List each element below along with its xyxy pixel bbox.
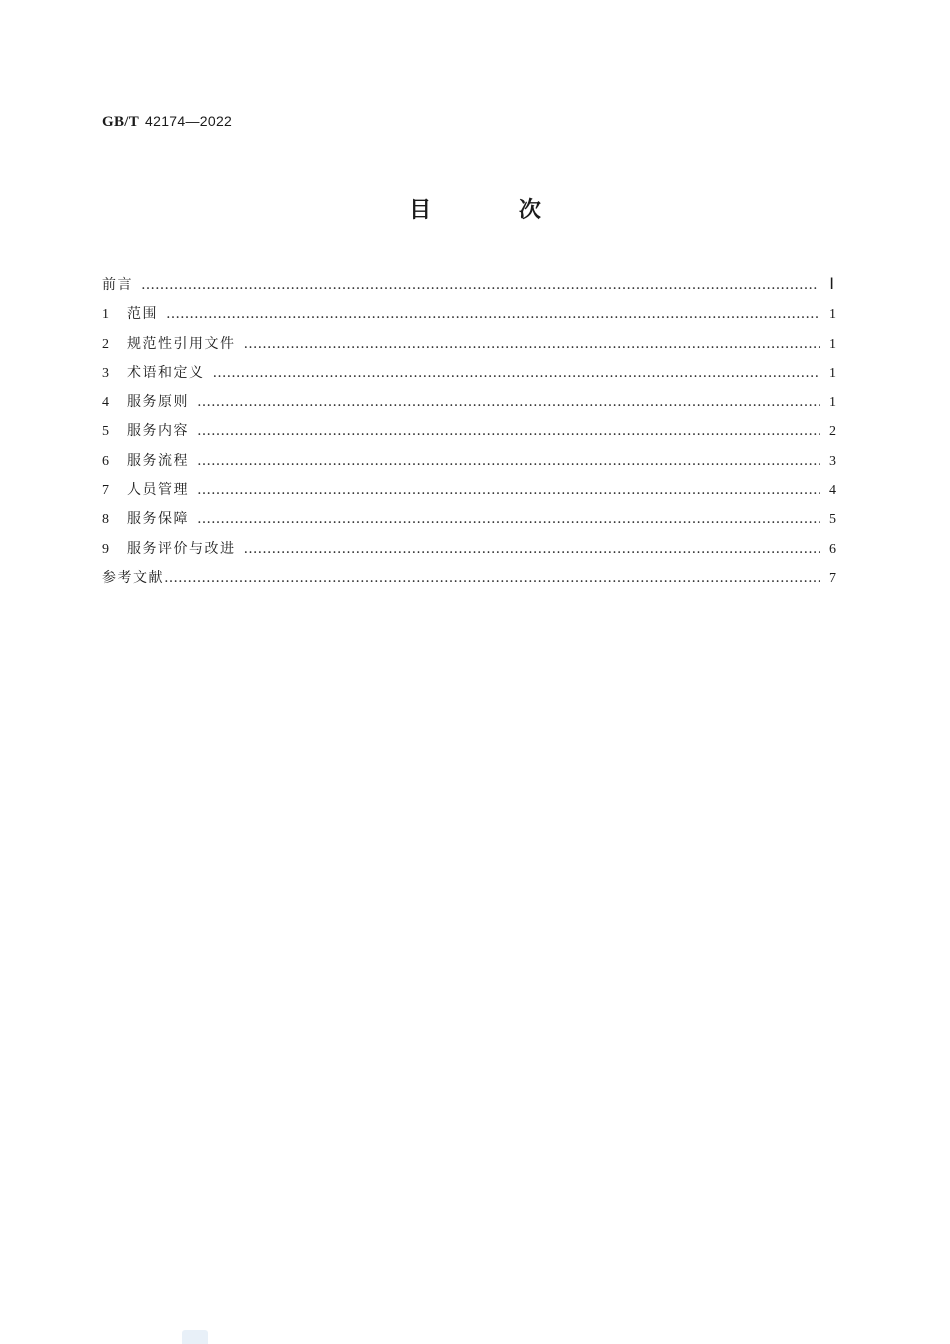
toc-entry-label: 服务流程 [127, 452, 189, 469]
toc-entry-number: 3 [102, 365, 109, 381]
toc-entry-number: 8 [102, 512, 109, 528]
toc-entry-number: 2 [102, 336, 109, 352]
toc-entry-label: 服务评价与改进 [127, 540, 236, 557]
toc-entry-page: 2 [829, 424, 836, 440]
toc-entry-process[interactable] [102, 450, 836, 479]
toc-entry-number: 9 [102, 541, 109, 557]
toc-entry-evaluation[interactable] [102, 538, 836, 567]
toc-entry-label: 服务内容 [127, 423, 189, 440]
toc-entry-label: 规范性引用文件 [127, 335, 236, 352]
toc-entry-terms[interactable] [102, 362, 836, 391]
toc-entry-foreword[interactable] [102, 274, 836, 303]
toc-entry-label: 服务保障 [127, 511, 189, 528]
table-of-contents [102, 274, 836, 596]
toc-entry-bibliography[interactable] [102, 567, 836, 596]
toc-leader-dots [164, 570, 820, 586]
toc-entry-page: 7 [829, 570, 836, 586]
toc-entry-label: 人员管理 [127, 482, 189, 499]
toc-entry-label: 术语和定义 [127, 364, 205, 381]
toc-entry-page: 5 [829, 512, 836, 528]
page-title: 目 次 [409, 198, 581, 223]
toc-entry-normative-references[interactable] [102, 333, 836, 362]
toc-entry-content[interactable] [102, 420, 836, 449]
toc-entry-number: 5 [102, 424, 109, 440]
watermark-mark [182, 1330, 208, 1344]
toc-leader-dots [197, 423, 820, 439]
toc-leader-dots [197, 394, 820, 410]
standard-code: GB/T [102, 114, 140, 130]
toc-entry-page: 1 [829, 365, 836, 381]
toc-leader-dots [244, 336, 821, 352]
toc-entry-number: 1 [102, 307, 109, 323]
standard-number [102, 113, 232, 131]
toc-leader-dots [197, 453, 820, 469]
toc-leader-dots [197, 511, 820, 527]
toc-entry-page: 6 [829, 541, 836, 557]
toc-entry-scope[interactable] [102, 303, 836, 332]
toc-entry-page: 3 [829, 453, 836, 469]
standard-id: 42174—2022 [145, 113, 233, 129]
toc-entry-label: 范围 [127, 306, 158, 323]
toc-entry-page: Ⅰ [829, 276, 834, 293]
toc-entry-label: 服务原则 [127, 394, 189, 411]
toc-entry-assurance[interactable] [102, 508, 836, 537]
toc-entry-label: 参考文献 [102, 569, 164, 586]
toc-entry-page: 1 [829, 395, 836, 411]
toc-entry-personnel[interactable] [102, 479, 836, 508]
toc-entry-number: 4 [102, 395, 109, 411]
toc-entry-number: 6 [102, 453, 109, 469]
toc-leader-dots [244, 541, 821, 557]
toc-leader-dots [141, 277, 818, 293]
toc-entry-page: 1 [829, 336, 836, 352]
toc-entry-page: 4 [829, 483, 836, 499]
toc-entry-number: 7 [102, 483, 109, 499]
toc-entry-page: 1 [829, 307, 836, 323]
toc-entry-principles[interactable] [102, 391, 836, 420]
toc-leader-dots [166, 306, 820, 322]
toc-entry-label: 前言 [102, 277, 133, 293]
toc-leader-dots [197, 482, 820, 498]
toc-leader-dots [213, 365, 821, 381]
